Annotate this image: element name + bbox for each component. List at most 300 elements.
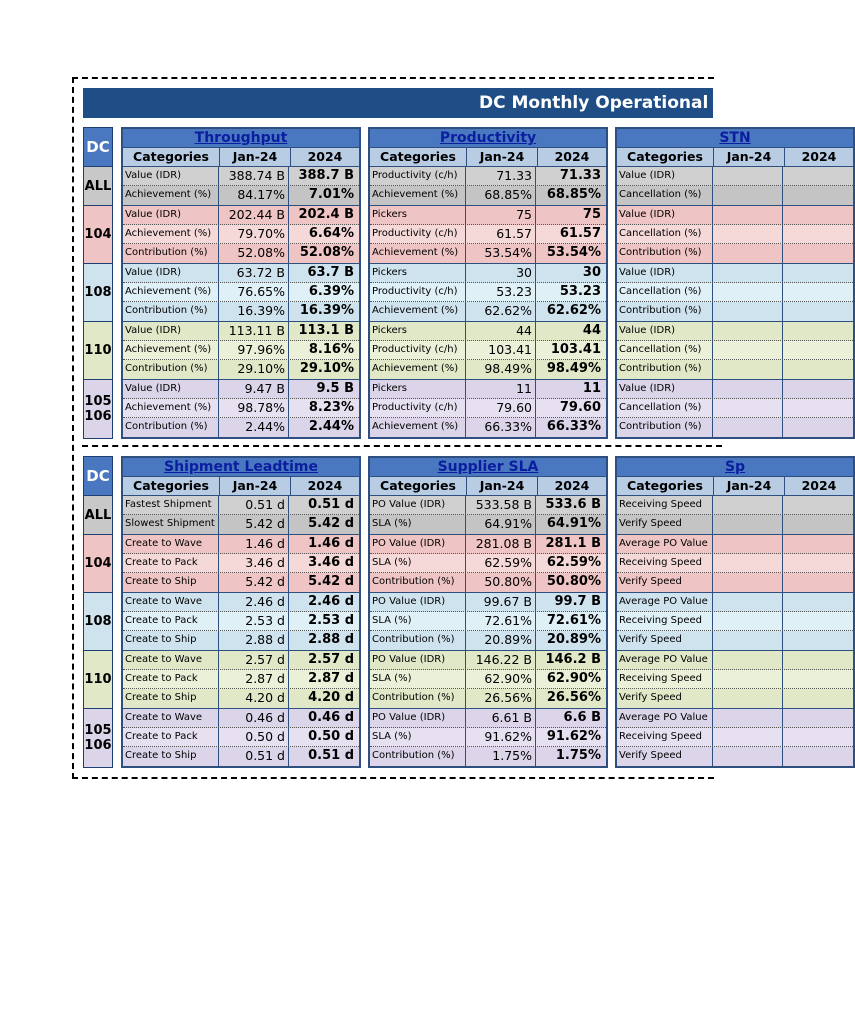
table-row <box>370 244 606 263</box>
ytd-2024-value: 75 <box>582 207 601 222</box>
shipment-leadtime-group-ALL <box>123 496 359 535</box>
table-row <box>617 612 853 631</box>
table-row <box>617 554 853 573</box>
jan-24-value: 2.46 d <box>219 593 289 611</box>
dc-label-110: 110 <box>84 651 112 709</box>
category-cell: Value (IDR) <box>123 206 219 224</box>
jan-24-value: 91.62% <box>466 728 536 746</box>
jan-24-value <box>713 244 783 263</box>
ytd-2024-value: 6.64% <box>308 226 354 241</box>
jan-24-value: 388.74 B <box>219 167 289 185</box>
jan-24-value: 26.56% <box>466 689 536 708</box>
jan-24-value: 66.33% <box>466 418 536 437</box>
ytd-2024-value: 1.46 d <box>308 536 354 551</box>
ytd-2024-value <box>783 593 851 611</box>
jan-24-value <box>713 689 783 708</box>
jan-24-value: 2.88 d <box>219 631 289 650</box>
table-row <box>370 283 606 302</box>
jan-24-value <box>713 651 783 669</box>
table-row <box>617 496 853 515</box>
jan-24-value <box>713 283 783 301</box>
category-cell: Create to Pack <box>123 554 219 572</box>
ytd-2024-value: 8.16% <box>308 342 354 357</box>
category-cell: Value (IDR) <box>617 167 713 185</box>
category-cell: Pickers <box>370 322 466 340</box>
jan-24-value: 3.46 d <box>219 554 289 572</box>
category-cell: Achievement (%) <box>370 244 466 263</box>
table-row <box>617 186 853 205</box>
table-row <box>370 322 606 341</box>
dc-label-104: 104 <box>84 535 112 593</box>
jan-24-value: 72.61% <box>466 612 536 630</box>
table-row <box>617 380 853 399</box>
dc-label-104: 104 <box>84 206 112 264</box>
category-cell: SLA (%) <box>370 670 466 688</box>
table-row <box>617 283 853 302</box>
table-row <box>123 535 359 554</box>
ytd-2024-value <box>783 225 851 243</box>
table-row <box>370 496 606 515</box>
ytd-2024-value: 62.62% <box>546 303 601 318</box>
category-cell: Achievement (%) <box>370 186 466 205</box>
productivity-title: Productivity <box>370 129 606 148</box>
shipment-leadtime-table <box>121 456 361 768</box>
table-row <box>370 360 606 379</box>
jan-24-value: 533.58 B <box>466 496 536 514</box>
table-row <box>370 747 606 766</box>
jan-24-value: 29.10% <box>219 360 289 379</box>
supplier-sla-group-110 <box>370 651 606 709</box>
ytd-2024-value: 1.75% <box>555 748 601 763</box>
category-cell: Productivity (c/h) <box>370 167 466 185</box>
ytd-2024-value: 2.87 d <box>308 671 354 686</box>
table-row <box>370 515 606 534</box>
ytd-2024-value <box>783 535 851 553</box>
table-row <box>123 206 359 225</box>
throughput-column-headers <box>123 148 359 167</box>
ytd-2024-value: 71.33 <box>559 168 601 183</box>
ytd-2024-value: 281.1 B <box>545 536 601 551</box>
ytd-2024-value <box>783 322 851 340</box>
header-2024: 2024 <box>307 149 343 164</box>
table-row <box>123 593 359 612</box>
dc-label-105-106: 105 106 <box>84 709 112 767</box>
jan-24-value <box>713 573 783 592</box>
ytd-2024-value <box>783 167 851 185</box>
jan-24-value: 11 <box>466 380 536 398</box>
jan-24-value: 98.78% <box>219 399 289 417</box>
ytd-2024-value <box>783 244 851 263</box>
jan-24-value <box>713 728 783 746</box>
table-row <box>370 418 606 437</box>
jan-24-value <box>713 612 783 630</box>
ytd-2024-value <box>783 631 851 650</box>
table-row <box>617 573 853 592</box>
productivity-group-110 <box>370 322 606 380</box>
ytd-2024-value: 6.39% <box>308 284 354 299</box>
jan-24-value <box>713 302 783 321</box>
ytd-2024-value: 2.53 d <box>308 613 354 628</box>
jan-24-value: 71.33 <box>466 167 536 185</box>
header-categories: Categories <box>123 477 220 495</box>
table-row <box>370 728 606 747</box>
table-row <box>123 689 359 708</box>
table-row <box>123 728 359 747</box>
ytd-2024-value: 61.57 <box>559 226 601 241</box>
table-row <box>370 206 606 225</box>
table-row <box>123 418 359 437</box>
table-row <box>123 612 359 631</box>
category-cell: Contribution (%) <box>617 418 713 437</box>
category-cell: Create to Pack <box>123 728 219 746</box>
report-title: DC Monthly Operational <box>479 93 709 113</box>
jan-24-value: 0.51 d <box>219 747 289 766</box>
category-cell: Receiving Speed <box>617 612 713 630</box>
jan-24-value <box>713 186 783 205</box>
stn-group-ALL <box>617 167 853 206</box>
ytd-2024-value: 2.88 d <box>308 632 354 647</box>
category-cell: Contribution (%) <box>370 573 466 592</box>
jan-24-value: 2.44% <box>219 418 289 437</box>
jan-24-value: 63.72 B <box>219 264 289 282</box>
category-cell: Achievement (%) <box>123 399 219 417</box>
table-row <box>370 167 606 186</box>
table-row <box>617 399 853 418</box>
category-cell: Average PO Value <box>617 709 713 727</box>
table-row <box>617 689 853 708</box>
category-cell: PO Value (IDR) <box>370 651 466 669</box>
ytd-2024-value <box>783 689 851 708</box>
supplier-sla-group-108 <box>370 593 606 651</box>
jan-24-value <box>713 206 783 224</box>
category-cell: Create to Wave <box>123 651 219 669</box>
category-cell: SLA (%) <box>370 554 466 572</box>
jan-24-value: 68.85% <box>466 186 536 205</box>
ytd-2024-value: 66.33% <box>546 419 601 434</box>
jan-24-value: 2.87 d <box>219 670 289 688</box>
ytd-2024-value: 63.7 B <box>307 265 354 280</box>
supplier-sla-group-104 <box>370 535 606 593</box>
ytd-2024-value: 98.49% <box>546 361 601 376</box>
category-cell: Receiving Speed <box>617 670 713 688</box>
jan-24-value <box>713 264 783 282</box>
jan-24-value: 79.70% <box>219 225 289 243</box>
stn-group-110 <box>617 322 853 380</box>
speed-group-108 <box>617 593 853 651</box>
category-cell: Verify Speed <box>617 515 713 534</box>
table-row <box>617 360 853 379</box>
jan-24-value: 20.89% <box>466 631 536 650</box>
jan-24-value: 2.57 d <box>219 651 289 669</box>
category-cell: Value (IDR) <box>617 322 713 340</box>
jan-24-value: 79.60 <box>466 399 536 417</box>
jan-24-value: 98.49% <box>466 360 536 379</box>
category-cell: Cancellation (%) <box>617 225 713 243</box>
jan-24-value <box>713 360 783 379</box>
jan-24-value: 1.75% <box>466 747 536 766</box>
dc-column-top <box>83 127 113 439</box>
ytd-2024-value <box>783 496 851 514</box>
category-cell: Value (IDR) <box>123 380 219 398</box>
dc-label-105-106: 105 106 <box>84 380 112 438</box>
supplier-sla-title: Supplier SLA <box>370 458 606 477</box>
ytd-2024-value <box>783 206 851 224</box>
table-row <box>370 670 606 689</box>
table-row <box>370 709 606 728</box>
table-row <box>370 225 606 244</box>
category-cell: Contribution (%) <box>617 302 713 321</box>
table-row <box>123 573 359 592</box>
table-row <box>123 341 359 360</box>
speed-group-105-106 <box>617 709 853 766</box>
jan-24-value: 202.44 B <box>219 206 289 224</box>
jan-24-value <box>713 709 783 727</box>
dc-label-110: 110 <box>84 322 112 380</box>
supplier-sla-group-ALL <box>370 496 606 535</box>
jan-24-value <box>713 515 783 534</box>
header-categories: Categories <box>617 477 714 495</box>
jan-24-value <box>713 670 783 688</box>
ytd-2024-value: 26.56% <box>546 690 601 705</box>
jan-24-value: 53.54% <box>466 244 536 263</box>
category-cell: Achievement (%) <box>123 341 219 359</box>
jan-24-value: 50.80% <box>466 573 536 592</box>
ytd-2024-value <box>783 302 851 321</box>
dc-column-bottom <box>83 456 113 768</box>
ytd-2024-value <box>783 573 851 592</box>
category-cell: Value (IDR) <box>617 206 713 224</box>
ytd-2024-value: 62.59% <box>546 555 601 570</box>
ytd-2024-value: 146.2 B <box>545 652 601 667</box>
category-cell: Cancellation (%) <box>617 186 713 205</box>
supplier-sla-table <box>368 456 608 768</box>
category-cell: PO Value (IDR) <box>370 709 466 727</box>
category-cell: SLA (%) <box>370 515 466 534</box>
category-cell: Create to Pack <box>123 612 219 630</box>
category-cell: Receiving Speed <box>617 496 713 514</box>
category-cell: Achievement (%) <box>123 186 219 205</box>
ytd-2024-value: 5.42 d <box>308 574 354 589</box>
category-cell: SLA (%) <box>370 612 466 630</box>
table-row <box>617 167 853 186</box>
section-divider <box>82 445 722 447</box>
ytd-2024-value: 99.7 B <box>554 594 601 609</box>
category-cell: Achievement (%) <box>370 418 466 437</box>
category-cell: Achievement (%) <box>370 360 466 379</box>
table-row <box>617 244 853 263</box>
jan-24-value <box>713 399 783 417</box>
header-categories: Categories <box>370 477 467 495</box>
table-row <box>123 186 359 205</box>
jan-24-value <box>713 380 783 398</box>
ytd-2024-value <box>783 747 851 766</box>
category-cell: Create to Wave <box>123 709 219 727</box>
jan-24-value: 113.11 B <box>219 322 289 340</box>
jan-24-value <box>713 554 783 572</box>
table-row <box>370 399 606 418</box>
table-row <box>370 186 606 205</box>
ytd-2024-value <box>783 341 851 359</box>
table-row <box>617 709 853 728</box>
jan-24-value <box>713 341 783 359</box>
category-cell: PO Value (IDR) <box>370 535 466 553</box>
ytd-2024-value: 4.20 d <box>308 690 354 705</box>
category-cell: Average PO Value <box>617 535 713 553</box>
ytd-2024-value: 29.10% <box>299 361 354 376</box>
jan-24-value: 75 <box>466 206 536 224</box>
jan-24-value: 99.67 B <box>466 593 536 611</box>
speed-group-110 <box>617 651 853 709</box>
table-row <box>370 380 606 399</box>
table-row <box>123 496 359 515</box>
ytd-2024-value: 72.61% <box>546 613 601 628</box>
category-cell: Contribution (%) <box>617 244 713 263</box>
category-cell: SLA (%) <box>370 728 466 746</box>
table-row <box>123 244 359 263</box>
header-2024: 2024 <box>554 478 590 493</box>
table-row <box>123 360 359 379</box>
jan-24-value: 5.42 d <box>219 515 289 534</box>
stn-title: STN <box>617 129 853 148</box>
category-cell: Create to Ship <box>123 689 219 708</box>
category-cell: PO Value (IDR) <box>370 593 466 611</box>
jan-24-value: 64.91% <box>466 515 536 534</box>
table-row <box>617 747 853 766</box>
table-row <box>617 515 853 534</box>
header-jan-24: Jan-24 <box>467 477 538 495</box>
jan-24-value <box>713 593 783 611</box>
category-cell: Create to Wave <box>123 535 219 553</box>
table-row <box>370 573 606 592</box>
ytd-2024-value: 7.01% <box>308 187 354 202</box>
ytd-2024-value: 44 <box>582 323 601 338</box>
jan-24-value <box>713 535 783 553</box>
header-jan-24: Jan-24 <box>467 148 538 166</box>
ytd-2024-value: 16.39% <box>299 303 354 318</box>
jan-24-value <box>713 167 783 185</box>
supplier-sla-group-105-106 <box>370 709 606 766</box>
dc-label-ALL: ALL <box>84 167 112 206</box>
stn-group-105-106 <box>617 380 853 437</box>
jan-24-value <box>713 225 783 243</box>
ytd-2024-value: 11 <box>582 381 601 396</box>
table-row <box>370 651 606 670</box>
throughput-group-105-106 <box>123 380 359 437</box>
ytd-2024-value: 2.46 d <box>308 594 354 609</box>
ytd-2024-value: 6.6 B <box>563 710 601 725</box>
header-jan-24: Jan-24 <box>220 148 291 166</box>
ytd-2024-value: 62.90% <box>546 671 601 686</box>
table-row <box>617 670 853 689</box>
stn-group-108 <box>617 264 853 322</box>
jan-24-value: 0.46 d <box>219 709 289 727</box>
stn-column-headers <box>617 148 853 167</box>
shipment-leadtime-group-105-106 <box>123 709 359 766</box>
speed-group-104 <box>617 535 853 593</box>
ytd-2024-value: 79.60 <box>559 400 601 415</box>
jan-24-value: 53.23 <box>466 283 536 301</box>
category-cell: Contribution (%) <box>370 747 466 766</box>
category-cell: Create to Ship <box>123 631 219 650</box>
jan-24-value: 62.90% <box>466 670 536 688</box>
jan-24-value: 84.17% <box>219 186 289 205</box>
jan-24-value: 61.57 <box>466 225 536 243</box>
ytd-2024-value: 53.23 <box>559 284 601 299</box>
ytd-2024-value <box>783 670 851 688</box>
category-cell: Verify Speed <box>617 689 713 708</box>
jan-24-value <box>713 496 783 514</box>
jan-24-value: 5.42 d <box>219 573 289 592</box>
productivity-table <box>368 127 608 439</box>
ytd-2024-value <box>783 186 851 205</box>
jan-24-value: 103.41 <box>466 341 536 359</box>
speed-table <box>615 456 855 768</box>
shipment-leadtime-group-110 <box>123 651 359 709</box>
header-2024: 2024 <box>801 478 837 493</box>
jan-24-value: 4.20 d <box>219 689 289 708</box>
category-cell: Productivity (c/h) <box>370 225 466 243</box>
throughput-group-108 <box>123 264 359 322</box>
throughput-group-104 <box>123 206 359 264</box>
header-jan-24: Jan-24 <box>714 477 785 495</box>
category-cell: Create to Pack <box>123 670 219 688</box>
shipment-leadtime-title: Shipment Leadtime <box>123 458 359 477</box>
category-cell: Receiving Speed <box>617 554 713 572</box>
table-row <box>617 631 853 650</box>
category-cell: Achievement (%) <box>370 302 466 321</box>
table-row <box>617 322 853 341</box>
speed-title: Sp <box>617 458 853 477</box>
category-cell: Create to Ship <box>123 573 219 592</box>
table-row <box>123 322 359 341</box>
ytd-2024-value: 50.80% <box>546 574 601 589</box>
table-row <box>370 341 606 360</box>
table-row <box>370 302 606 321</box>
jan-24-value: 52.08% <box>219 244 289 263</box>
ytd-2024-value: 53.54% <box>546 245 601 260</box>
ytd-2024-value <box>783 554 851 572</box>
ytd-2024-value: 533.6 B <box>545 497 601 512</box>
table-row <box>123 380 359 399</box>
dc-header: DC <box>84 128 112 167</box>
header-categories: Categories <box>123 148 220 166</box>
table-row <box>617 593 853 612</box>
header-2024: 2024 <box>307 478 343 493</box>
category-cell: Pickers <box>370 264 466 282</box>
category-cell: Contribution (%) <box>370 689 466 708</box>
ytd-2024-value <box>783 418 851 437</box>
category-cell: Contribution (%) <box>123 244 219 263</box>
header-2024: 2024 <box>801 149 837 164</box>
jan-24-value: 281.08 B <box>466 535 536 553</box>
jan-24-value: 146.22 B <box>466 651 536 669</box>
table-row <box>370 689 606 708</box>
table-row <box>123 651 359 670</box>
table-row <box>617 535 853 554</box>
category-cell: Contribution (%) <box>617 360 713 379</box>
ytd-2024-value: 0.46 d <box>308 710 354 725</box>
header-2024: 2024 <box>554 149 590 164</box>
ytd-2024-value: 0.51 d <box>308 748 354 763</box>
jan-24-value: 62.62% <box>466 302 536 321</box>
ytd-2024-value: 0.51 d <box>308 497 354 512</box>
ytd-2024-value: 2.44% <box>308 419 354 434</box>
throughput-group-110 <box>123 322 359 380</box>
ytd-2024-value: 103.41 <box>550 342 601 357</box>
ytd-2024-value: 20.89% <box>546 632 601 647</box>
dc-label-ALL: ALL <box>84 496 112 535</box>
jan-24-value: 62.59% <box>466 554 536 572</box>
